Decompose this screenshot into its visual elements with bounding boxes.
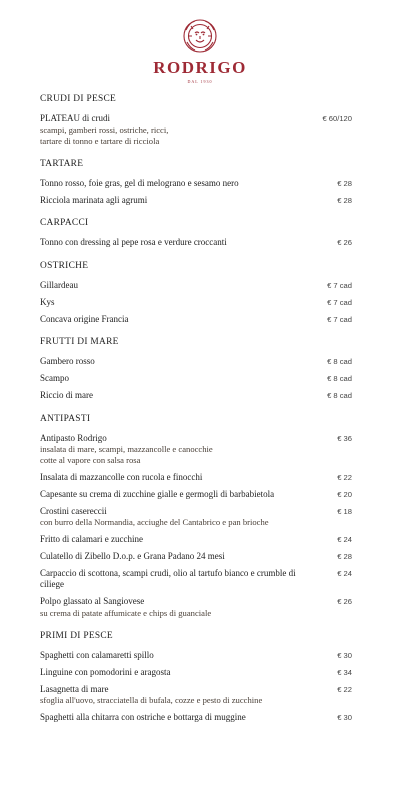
menu-item bbox=[40, 684, 365, 707]
dish-name: Fritto di calamari e zucchine bbox=[40, 533, 143, 544]
menu-item bbox=[40, 596, 365, 619]
dish-price: € 26 bbox=[337, 238, 352, 247]
dish-price: € 22 bbox=[337, 472, 352, 482]
dish-name: Riccio di mare bbox=[40, 390, 93, 400]
menu-item bbox=[40, 534, 365, 546]
dish-name: PLATEAU di crudi bbox=[40, 113, 110, 123]
dish-description: tartare di tonno e tartare di ricciola bbox=[40, 135, 160, 146]
dish-price: € 18 bbox=[337, 506, 352, 516]
section-title: TARTARE bbox=[40, 158, 84, 169]
dish-price: € 8 cad bbox=[327, 357, 352, 366]
menu-section bbox=[40, 93, 365, 147]
dish-price: € 34 bbox=[337, 667, 352, 677]
dish-price: € 30 bbox=[337, 712, 352, 722]
menu-item bbox=[40, 390, 365, 402]
menu-item bbox=[40, 712, 365, 724]
dish-price: € 22 bbox=[337, 684, 352, 694]
dish-description: scampi, gamberi rossi, ostriche, ricci, bbox=[40, 124, 169, 135]
menu-item bbox=[40, 506, 365, 529]
menu-item bbox=[40, 551, 365, 563]
section-title: CRUDI DI PESCE bbox=[40, 94, 117, 104]
dish-price: € 7 cad bbox=[327, 297, 352, 307]
dish-price: € 8 cad bbox=[327, 374, 352, 383]
dish-price: € 60/120 bbox=[322, 114, 352, 123]
dish-name: Gillardeau bbox=[40, 279, 78, 290]
menu-item bbox=[40, 237, 365, 249]
dish-name: Insalata di mazzancolle con rucola e finocchi bbox=[40, 471, 203, 482]
menu-item bbox=[40, 297, 365, 309]
dish-name: Spaghetti con calamaretti spillo bbox=[40, 649, 154, 660]
menu-item bbox=[40, 472, 365, 484]
dish-name: Polpo glassato al Sangiovese bbox=[40, 596, 145, 606]
section-title: OSTRICHE bbox=[40, 260, 89, 271]
dish-name: Antipasto Rodrigo bbox=[40, 432, 107, 443]
menu-item bbox=[40, 433, 365, 467]
menu-section bbox=[40, 413, 365, 619]
dish-description: sfoglia all'uovo, stracciatella di bufala, cozze e pesto di zucchine bbox=[40, 695, 263, 705]
menu-item bbox=[40, 373, 365, 385]
dish-price: € 36 bbox=[337, 433, 352, 443]
menu-section bbox=[40, 630, 365, 724]
dish-price: € 7 cad bbox=[327, 280, 352, 290]
dish-name: Concava origine Francia bbox=[40, 313, 129, 324]
dish-name: Linguine con pomodorini e aragosta bbox=[40, 666, 171, 677]
menu-section bbox=[40, 260, 365, 326]
dish-name: Culatello di Zibello D.o.p. e Grana Padano 24 mesi bbox=[40, 550, 225, 561]
menu-section bbox=[40, 158, 365, 207]
menu-item bbox=[40, 314, 365, 326]
menu-item bbox=[40, 667, 365, 679]
menu-section bbox=[40, 336, 365, 402]
dish-price: € 28 bbox=[337, 195, 352, 205]
menu-item bbox=[40, 568, 365, 591]
dish-name: Lasagnetta di mare bbox=[40, 683, 109, 694]
menu-list bbox=[40, 93, 365, 734]
menu-item bbox=[40, 195, 365, 207]
dish-name: Carpaccio di scottona, scampi crudi, olio al tartufo bianco e crumble di ciliege bbox=[40, 567, 296, 589]
brand-since: DAL 1930 bbox=[187, 79, 213, 84]
dish-name: Crostini casereccii bbox=[40, 505, 107, 516]
dish-name: Scampo bbox=[40, 373, 69, 383]
dish-price: € 24 bbox=[337, 568, 352, 578]
dish-description: cotte al vapore con salsa rosa bbox=[40, 455, 141, 465]
restaurant-logo bbox=[0, 16, 400, 84]
dish-price: € 7 cad bbox=[327, 314, 352, 324]
dish-description: con burro della Normandia, acciughe del Cantabrico e pan brioche bbox=[40, 517, 269, 527]
dish-price: € 26 bbox=[337, 597, 352, 606]
dish-price: € 28 bbox=[337, 178, 352, 188]
section-title: FRUTTI DI MARE bbox=[40, 337, 119, 347]
dish-name: Tonno rosso, foie gras, gel di melograno e sesamo nero bbox=[40, 177, 239, 188]
menu-item bbox=[40, 489, 365, 501]
dish-name: Ricciola marinata agli agrumi bbox=[40, 194, 148, 205]
lion-crest-icon bbox=[179, 16, 221, 56]
dish-price: € 20 bbox=[337, 489, 352, 499]
section-title: ANTIPASTI bbox=[40, 413, 91, 424]
menu-item bbox=[40, 113, 365, 147]
dish-description: su crema di patate affumicate e chips di guanciale bbox=[40, 607, 212, 618]
section-title: PRIMI DI PESCE bbox=[40, 630, 113, 641]
dish-price: € 30 bbox=[337, 650, 352, 660]
menu-section bbox=[40, 217, 365, 249]
menu-item bbox=[40, 280, 365, 292]
dish-name: Spaghetti alla chitarra con ostriche e bottarga di muggine bbox=[40, 711, 246, 722]
menu-item bbox=[40, 650, 365, 662]
section-title: CARPACCI bbox=[40, 218, 89, 228]
dish-name: Kys bbox=[40, 296, 55, 307]
menu-item bbox=[40, 178, 365, 190]
dish-price: € 24 bbox=[337, 534, 352, 544]
dish-price: € 28 bbox=[337, 551, 352, 561]
dish-name: Capesante su crema di zucchine gialle e germogli di barbabietola bbox=[40, 488, 275, 499]
menu-item bbox=[40, 356, 365, 368]
dish-name: Tonno con dressing al pepe rosa e verdure croccanti bbox=[40, 237, 227, 247]
dish-name: Gambero rosso bbox=[40, 356, 95, 366]
brand-name: RODRIGO bbox=[153, 58, 247, 77]
dish-price: € 8 cad bbox=[327, 391, 352, 400]
dish-description: insalata di mare, scampi, mazzancolle e canocchie bbox=[40, 444, 213, 454]
